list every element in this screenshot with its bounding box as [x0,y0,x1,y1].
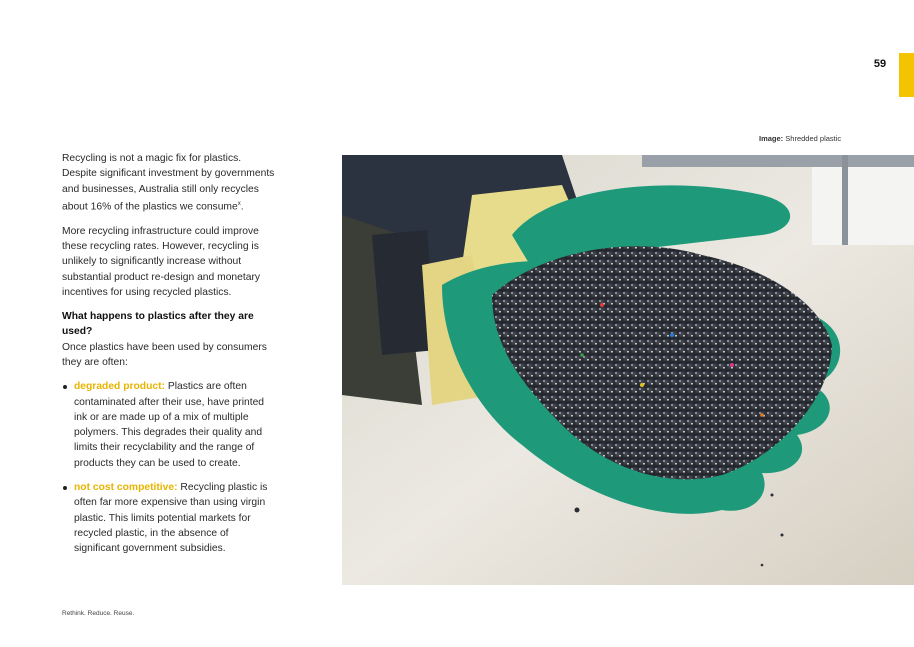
page-number: 59 [873,58,887,70]
intro-period: . [240,201,244,213]
image-caption [759,134,841,143]
caption-label: Image: [759,134,784,143]
bullet-text: Plastics are often contaminated after their use, have printed ink or are made up of a mix of multiple polymers. This degrades their quality and limits their recyclability and the range of products they can be used to create. [74,381,265,469]
shredded-plastic-photo [342,155,914,585]
list-item [62,379,277,471]
list-item [62,480,277,556]
intro-paragraph-1 [62,151,277,215]
section-heading: What happens to plastics after they are used? [62,311,254,338]
bullet-list [62,379,277,556]
section-subheading: Once plastics have been used by consumers they are often: [62,341,267,368]
bullet-text: Recycling plastic is often far more expensive than using virgin plastic. This limits potential markets for recycled plastic, in the absence of significant government subsidies. [74,482,268,555]
bullet-term: degraded product: [74,381,165,393]
intro-paragraph-2: More recycling infrastructure could improve these recycling rates. However, recycling is unlikely to significantly increase without substantial product re-design and monetary incentives for using recycled plastics. [62,225,261,298]
yellow-page-tab [899,53,914,97]
footer-text: Rethink. Reduce. Reuse. [62,610,135,617]
footnote-mark: x [237,200,241,207]
body-text [62,151,277,566]
bullet-term: not cost competitive: [74,482,178,494]
intro-text-1: Recycling is not a magic fix for plastics. Despite significant investment by governments and businesses, Australia still only recycles about 16% of the plastics we consume [62,153,275,213]
photo-illustration [342,155,914,585]
caption-text: Shredded plastic [785,134,842,143]
